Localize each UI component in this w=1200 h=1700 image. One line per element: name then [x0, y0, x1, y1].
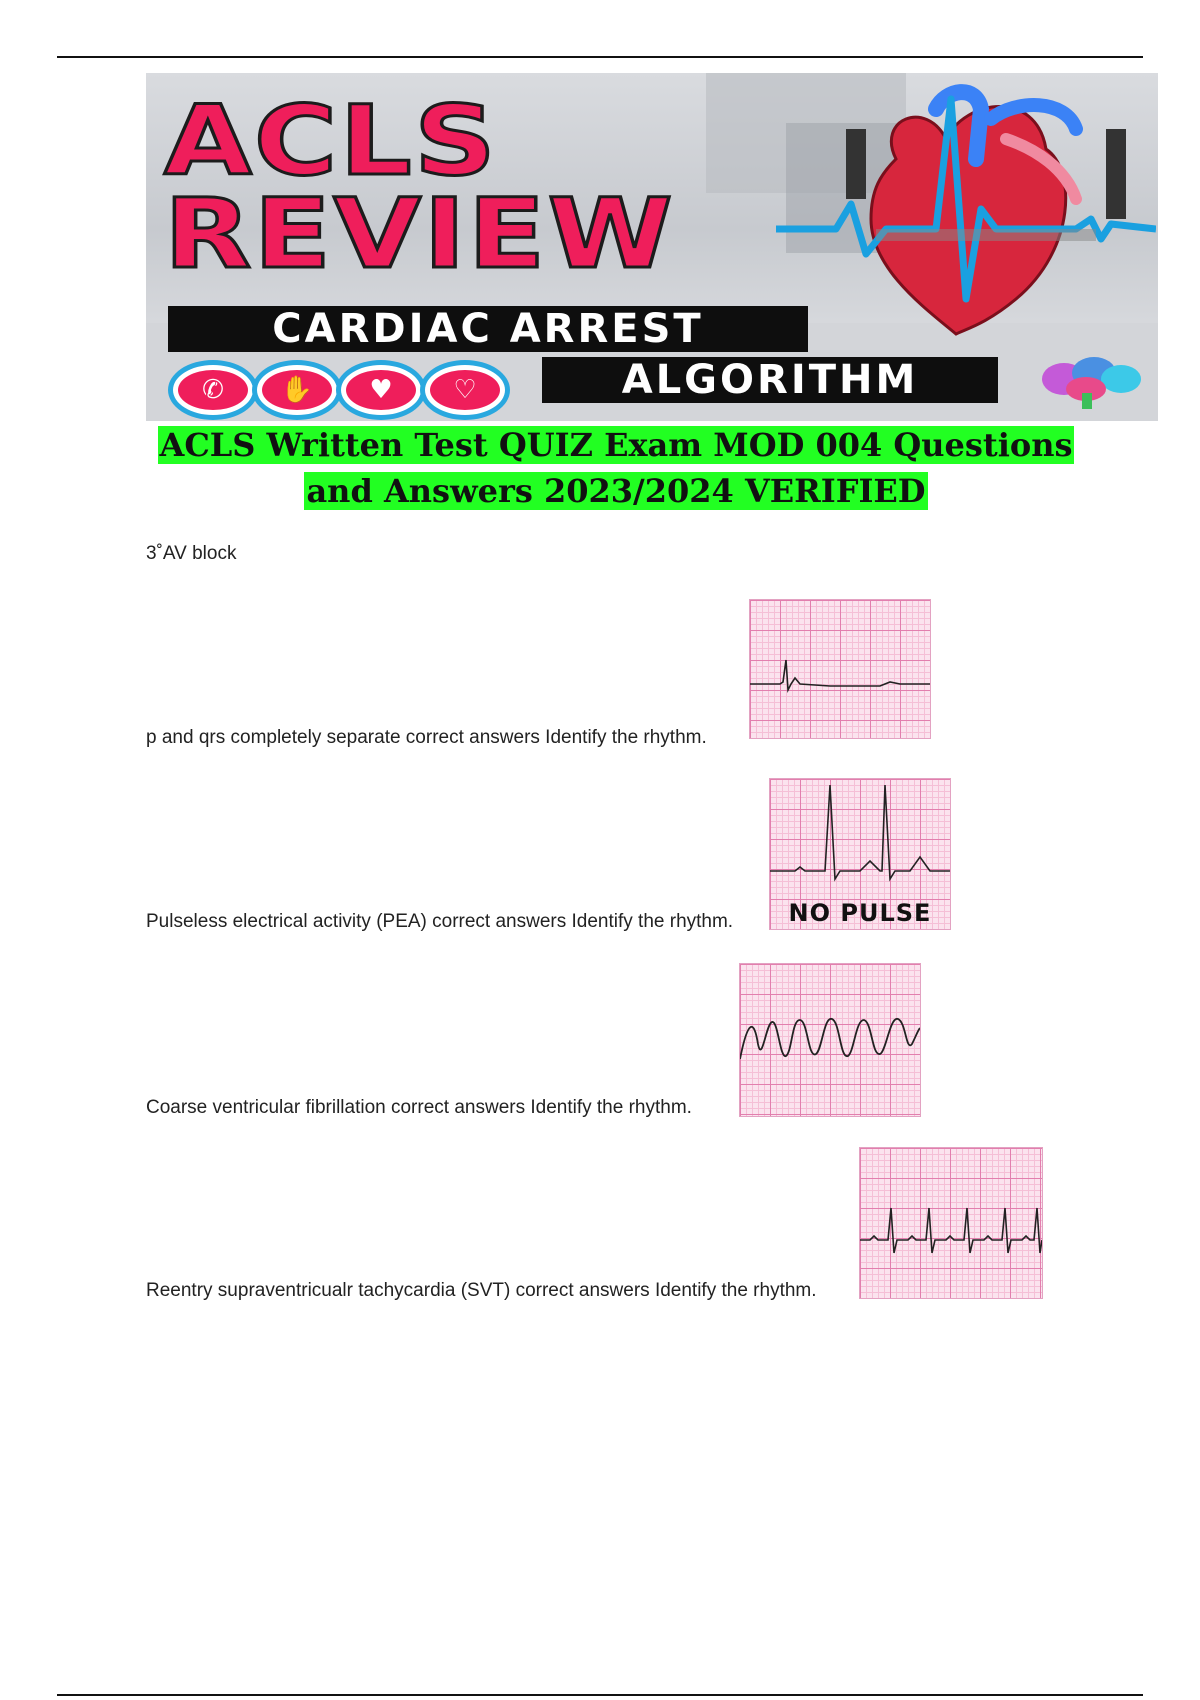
document-title-line1: ACLS Written Test QUIZ Exam MOD 004 Questions: [159, 426, 1073, 464]
banner-title-acls: ACLS: [164, 85, 499, 197]
ecg-svt-image: [859, 1147, 1043, 1299]
bottom-rule: [57, 1694, 1143, 1696]
banner-subtitle-cardiac-arrest: CARDIAC ARREST: [168, 306, 808, 352]
document-title: [146, 422, 1086, 514]
ecg-third-degree-av-block-image: [749, 599, 931, 739]
acls-review-banner: [146, 73, 1158, 421]
hand-icon: ✋: [252, 360, 342, 420]
qa-item-text-3: Coarse ventricular fibrillation correct answers Identify the rhythm.: [146, 1097, 692, 1118]
brain-icon: [1036, 351, 1146, 411]
banner-title-review: REVIEW: [164, 178, 675, 290]
qa-item-text-4: Reentry supraventricualr tachycardia (SVT) correct answers Identify the rhythm.: [146, 1280, 817, 1301]
banner-subtitle-algorithm: ALGORITHM: [542, 357, 998, 403]
qa-item-text-1: p and qrs completely separate correct answers Identify the rhythm.: [146, 727, 707, 748]
ecg-coarse-vfib-image: [739, 963, 921, 1117]
qa-item-text-2: Pulseless electrical activity (PEA) correct answers Identify the rhythm.: [146, 911, 734, 932]
phone-icon: ✆: [168, 360, 258, 420]
heartbeat-icon: ♡: [420, 360, 510, 420]
broken-heart-icon: ♥: [336, 360, 426, 420]
heart-illustration: [776, 79, 1156, 379]
top-rule: [57, 56, 1143, 58]
first-answer-text: 3˚AV block: [146, 543, 237, 564]
no-pulse-label: NO PULSE: [788, 899, 932, 927]
ecg-pea-image: [769, 778, 951, 930]
document-title-line2: and Answers 2023/2024 VERIFIED: [306, 472, 926, 510]
